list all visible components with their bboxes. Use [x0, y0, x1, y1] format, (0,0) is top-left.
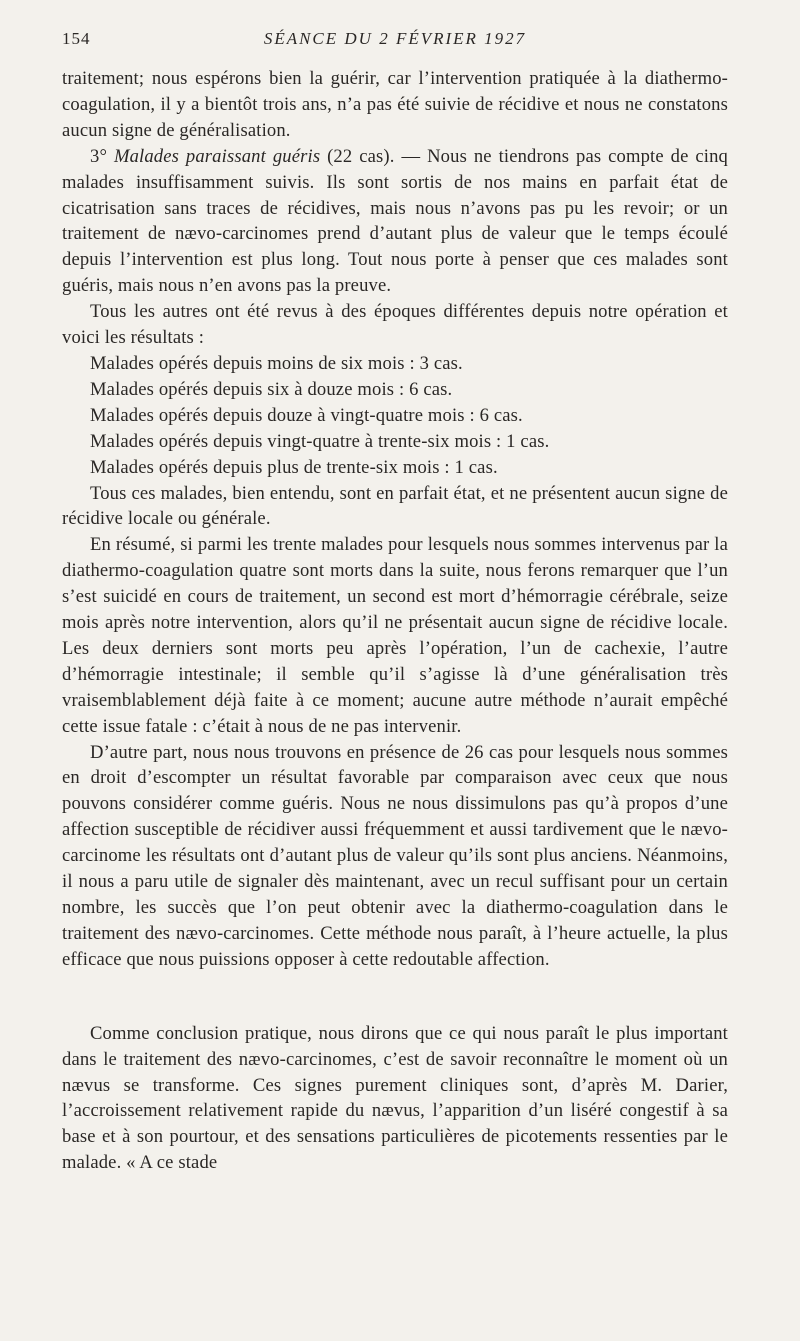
section-3-title: Malades paraissant guéris	[113, 145, 321, 167]
paragraph-summary: En résumé, si parmi les trente malades pour lesquels nous sommes intervenus par la diathermo-coagulation quatre sont morts dans la suite, nous ferons remarquer que l’un s’est suicidé en cours de traitement, un second est mort d’hémorragie cérébrale, seize mois après notre intervention, alors qu’il ne présentait aucun signe de récidive locale. Les deux derniers sont morts peu après l’opération, l’un de cachexie, l’autre d’hémorragie intestinale; il semble qu’il s’agisse là d’une généralisation très vraisemblablement déjà faite à ce moment; aucune autre méthode n’aurait empêché cette issue fatale : c’était à nous de ne pas intervenir.	[62, 534, 728, 737]
section-3-paragraph: 3° Malades paraissant guéris (22 cas). — Nous ne tiendrons pas compte de cinq malades insuffisamment suivis. Ils sont sortis de nos mains en parfait état de cicatrisation sans traces de récidives, mais nous n’avons pas pu les revoir; or un traitement de nævo-carcinomes prend d’autant plus de valeur que le temps écoulé depuis l’intervention est plus long. Tout nous porte à penser que ces malades sont guéris, mais nous n’en avons pas la preuve.	[62, 145, 728, 297]
paragraph-condition: Tous ces malades, bien entendu, sont en parfait état, et ne présentent aucun signe de récidive locale ou générale.	[62, 482, 728, 530]
results-line: Malades opérés depuis moins de six mois : 3 cas.	[90, 352, 463, 374]
paragraph-results-intro: Tous les autres ont été revus à des époques différentes depuis notre opération et voici les résultats :	[62, 301, 728, 349]
page-number: 154	[62, 29, 91, 48]
results-line: Malades opérés depuis plus de trente-six mois : 1 cas.	[90, 456, 498, 478]
paragraph-other-cases: D’autre part, nous nous trouvons en présence de 26 cas pour lesquels nous sommes en droit d’escompter un résultat favorable par comparaison avec ceux que nous pouvons considérer comme guéris. Nous ne nous dissimulons pas qu’à propos d’une affection susceptible de récidiver aussi fréquemment et aussi tardivement que le nævo-carcinome les résultats ont d’autant plus de valeur qu’ils sont plus anciens. Néanmoins, il nous a paru utile de signaler dès maintenant, avec un recul suffisant pour un certain nombre, les succès que l’on peut obtenir avec la diathermo-coagulation dans le traitement des nævo-carcinomes. Cette méthode nous paraît, à l’heure actuelle, la plus efficace que nous puissions opposer à cette redoutable affection.	[62, 741, 728, 970]
section-3-text: Nous ne tiendrons pas compte de cinq malades insuffisamment suivis. Ils sont sortis de nos mains en parfait état de cicatrisation sans traces de récidives, mais nous n’avons pas pu les revoir; or un traitement de nævo-carcinomes prend d’autant plus de valeur que le temps écoulé depuis l’intervention est plus long. Tout nous porte à penser que ces malades sont guéris, mais nous n’en avons pas la preuve.	[62, 145, 728, 297]
section-3-count: (22 cas).	[327, 145, 395, 167]
paragraph-continuation: traitement; nous espérons bien la guérir, car l’intervention pratiquée à la diathermo-coagulation, il y a bientôt trois ans, n’a pas été suivie de récidive et nous ne constatons aucun signe de généralisation.	[62, 68, 728, 141]
body-text	[62, 66, 728, 1176]
running-title: SÉANCE DU 2 FÉVRIER 1927	[263, 29, 527, 48]
page-header	[62, 24, 728, 54]
paragraph-conclusion: Comme conclusion pratique, nous dirons que ce qui nous paraît le plus important dans le traitement des nævo-carcinomes, c’est de savoir reconnaître le moment où un nævus se transforme. Ces signes purement cliniques sont, d’après M. Darier, l’accroissement relativement rapide du nævus, l’apparition d’un liséré congestif à sa base et à son pourtour, et des sensations particulières de picotements ressenties par le malade. « A ce stade	[62, 1022, 728, 1174]
results-line: Malades opérés depuis six à douze mois : 6 cas.	[90, 378, 453, 400]
section-gap	[62, 973, 728, 1021]
results-line: Malades opérés depuis vingt-quatre à trente-six mois : 1 cas.	[90, 430, 550, 452]
results-line: Malades opérés depuis douze à vingt-quatre mois : 6 cas.	[90, 404, 523, 426]
section-3-number: 3°	[90, 145, 108, 167]
